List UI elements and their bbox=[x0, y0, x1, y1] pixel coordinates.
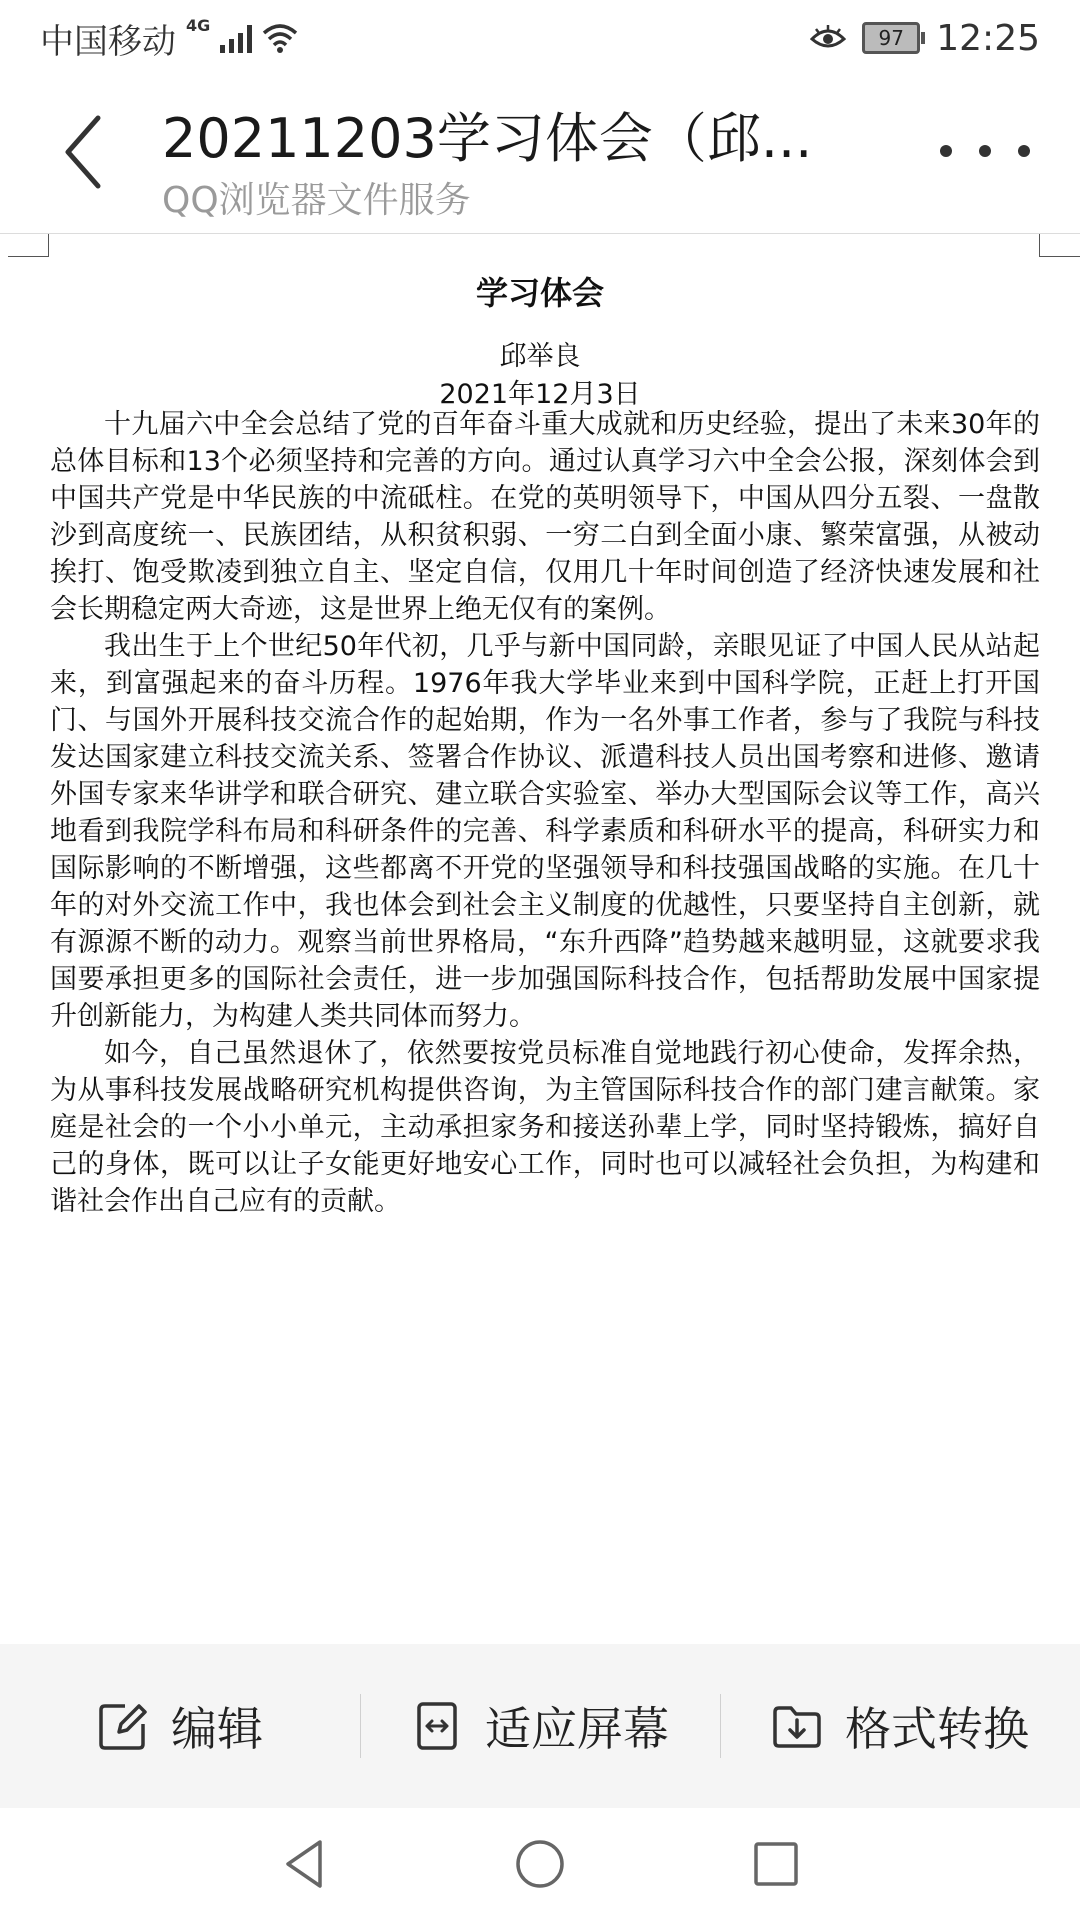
app-header bbox=[0, 76, 1080, 234]
status-bar bbox=[0, 0, 1080, 76]
doc-heading: 学习体会 bbox=[475, 274, 604, 312]
more-options-button[interactable] bbox=[940, 126, 1030, 176]
battery-level: 97 bbox=[878, 26, 904, 50]
nav-back-icon[interactable] bbox=[276, 1836, 332, 1892]
system-nav-bar bbox=[0, 1808, 1080, 1920]
format-convert-label: 格式转换 bbox=[845, 1702, 1029, 1756]
fit-screen-icon bbox=[411, 1700, 463, 1752]
eye-comfort-icon bbox=[810, 25, 846, 51]
bottom-toolbar bbox=[0, 1644, 1080, 1808]
battery-icon bbox=[862, 22, 920, 54]
more-dot-icon bbox=[940, 145, 952, 157]
page-corner-mark bbox=[8, 234, 49, 257]
edit-label: 编辑 bbox=[171, 1702, 263, 1756]
header-subtitle: QQ浏览器文件服务 bbox=[162, 180, 471, 221]
status-right bbox=[810, 18, 1040, 59]
edit-button[interactable] bbox=[0, 1644, 360, 1808]
wifi-icon bbox=[262, 23, 298, 53]
more-dot-icon bbox=[979, 145, 991, 157]
network-type: 4G bbox=[186, 15, 211, 35]
fit-screen-label: 适应屏幕 bbox=[485, 1702, 669, 1756]
fit-screen-button[interactable] bbox=[360, 1644, 720, 1808]
doc-paragraph: 我出生于上个世纪50年代初，几乎与新中国同龄，亲眼见证了中国人民从站起来，到富强起来的奋斗历程。1976年我大学毕业来到中国科学院，正赶上打开国门、与国外开展科技交流合作的起始期，作为一名外事工作者，参与了我院与科技发达国家建立科技交流关系、签署合作协议、派遣科技人员出国考察和进修、邀请外国专家来华讲学和联合研究、建立联合实验室、举办大型国际会议等工作，高兴地看到我院学科布局和科研条件的完善、科学素质和科研水平的提高，科研实力和国际影响的不断增强，这些都离不开党的坚强领导和科技强国战略的实施。在几十年的对外交流工作中，我也体会到社会主义制度的优越性，只要坚持自主创新，就有源源不断的动力。观察当前世界格局，“东升西降”趋势越来越明显，这就要求我国要承担更多的国际社会责任，进一步加强国际科技合作，包括帮助发展中国家提升创新能力，为构建人类共同体而努力。 bbox=[50, 631, 1040, 1032]
document-title-header: 20211203学习体会（邱... bbox=[162, 107, 813, 170]
doc-date: 2021年12月3日 bbox=[439, 379, 641, 410]
signal-icon bbox=[220, 23, 252, 53]
doc-body bbox=[50, 406, 1040, 1220]
status-left bbox=[40, 14, 298, 63]
carrier-label: 中国移动 bbox=[40, 21, 176, 62]
more-dot-icon bbox=[1018, 145, 1030, 157]
doc-author: 邱举良 bbox=[499, 341, 581, 372]
doc-paragraph: 如今，自己虽然退休了，依然要按党员标准自觉地践行初心使命，发挥余热，为从事科技发展战略研究机构提供咨询，为主管国际科技合作的部门建言献策。家庭是社会的一个小小单元，主动承担家务和接送孙辈上学，同时坚持锻炼，搞好自己的身体，既可以让子女能更好地安心工作，同时也可以减轻社会负担，为构建和谐社会作出自己应有的贡献。 bbox=[50, 1038, 1040, 1217]
back-button[interactable] bbox=[58, 108, 138, 198]
clock: 12:25 bbox=[936, 17, 1040, 59]
format-convert-button[interactable] bbox=[720, 1644, 1080, 1808]
edit-icon bbox=[97, 1700, 149, 1752]
nav-recents-icon[interactable] bbox=[748, 1836, 804, 1892]
nav-home-icon[interactable] bbox=[512, 1836, 568, 1892]
page-corner-mark bbox=[1039, 234, 1080, 257]
folder-download-icon bbox=[771, 1700, 823, 1752]
document-viewer[interactable] bbox=[0, 234, 1080, 1644]
doc-paragraph: 十九届六中全会总结了党的百年奋斗重大成就和历史经验，提出了未来30年的总体目标和13个必须坚持和完善的方向。通过认真学习六中全会公报，深刻体会到中国共产党是中华民族的中流砥柱。在党的英明领导下，中国从四分五裂、一盘散沙到高度统一、民族团结，从积贫积弱、一穷二白到全面小康、繁荣富强，从被动挨打、饱受欺凌到独立自主、坚定自信，仅用几十年时间创造了经济快速发展和社会长期稳定两大奇迹，这是世界上绝无仅有的案例。 bbox=[50, 409, 1040, 625]
back-arrow-icon bbox=[58, 108, 138, 198]
